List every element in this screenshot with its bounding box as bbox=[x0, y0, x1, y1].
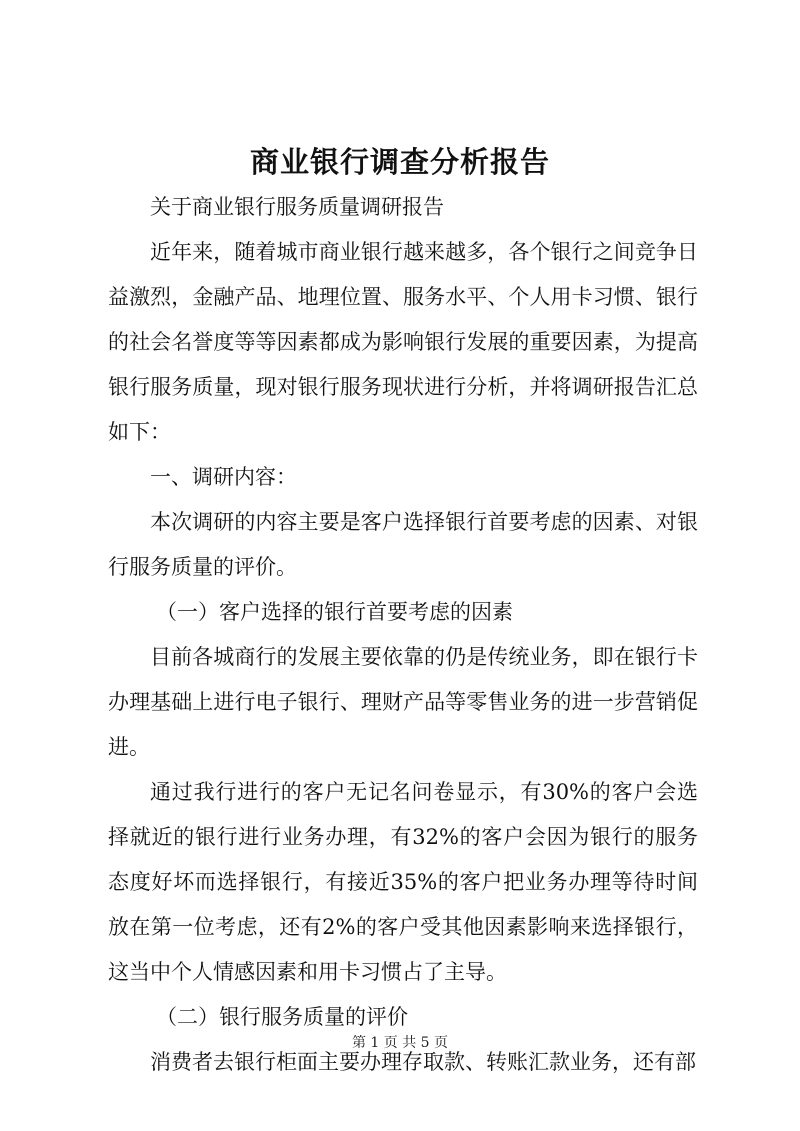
paragraph-research-scope: 本次调研的内容主要是客户选择银行首要考虑的因素、对银行服务质量的评价。 bbox=[108, 510, 698, 579]
paragraph-survey-results: 通过我行进行的客户无记名问卷显示，有30%的客户会选择就近的银行进行业务办理，有32%的客户会因为银行的服务态度好坏而选择银行，有接近35%的客户把业务办理等待时间放在第一位考虑，还有2%的客户受其他因素影响来选择银行，这当中个人情感因素和用卡习惯占了主导。 bbox=[108, 780, 698, 984]
paragraph-intro: 近年来，随着城市商业银行越来越多，各个银行之间竞争日益激烈，金融产品、地理位置、服务水平、个人用卡习惯、银行的社会名誉度等等因素都成为影响银行发展的重要因素，为提高银行服务质量，现对银行服务现状进行分析，并将调研报告汇总如下： bbox=[108, 240, 698, 444]
paragraph-counter-services: 消费者去银行柜面主要办理存取款、转账汇款业务，还有部 bbox=[150, 1050, 696, 1074]
subsection-heading-selection-factors: （一）客户选择的银行首要考虑的因素 bbox=[156, 600, 513, 624]
section-heading-research-content: 一、调研内容： bbox=[150, 465, 297, 489]
document-title: 商业银行调查分析报告 bbox=[249, 145, 550, 179]
page-number-footer: 第 1 页 共 5 页 bbox=[351, 1035, 449, 1051]
paragraph-subtitle: 关于商业银行服务质量调研报告 bbox=[150, 195, 444, 219]
subsection-heading-service-evaluation: （二）银行服务质量的评价 bbox=[156, 1005, 408, 1029]
paragraph-traditional-business: 目前各城商行的发展主要依靠的仍是传统业务，即在银行卡办理基础上进行电子银行、理财产品等零售业务的进一步营销促进。 bbox=[108, 645, 698, 759]
document-body bbox=[108, 185, 698, 1085]
